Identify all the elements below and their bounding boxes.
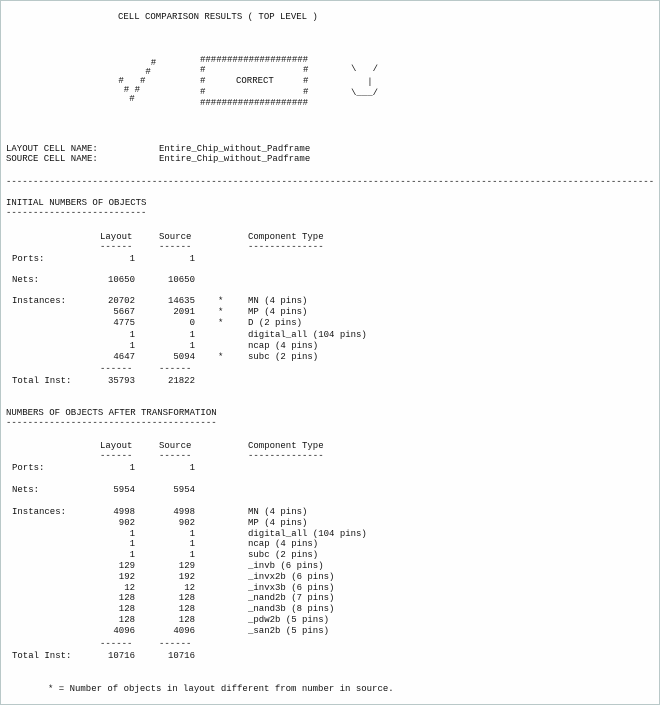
instance-layout-count: 4998 xyxy=(113,507,135,517)
component-type: digital_all (104 pins) xyxy=(248,329,367,340)
box-left-side: # xyxy=(200,87,206,97)
after-nets-layout: 5954 xyxy=(113,485,135,495)
after-col-source: Source xyxy=(159,441,192,451)
box-bottom-border: #################### xyxy=(200,98,309,108)
instance-source-count: 12 xyxy=(184,582,195,593)
box-top-border: #################### xyxy=(200,55,309,65)
component-type: D (2 pins) xyxy=(248,318,303,329)
after-ports-layout: 1 xyxy=(129,463,135,473)
after-col-layout: Layout xyxy=(100,441,133,451)
after-total-source-rule: ------ xyxy=(159,639,192,649)
instance-source-count: 129 xyxy=(178,561,195,571)
instance-layout-count: 128 xyxy=(118,615,135,625)
component-type: subc (2 pins) xyxy=(248,550,319,561)
after-title-underline: --------------------------------------- xyxy=(6,418,217,428)
instance-layout-count: 4647 xyxy=(113,352,135,362)
after-total-layout: 10716 xyxy=(107,651,135,661)
instance-source-count: 128 xyxy=(178,615,195,625)
instance-layout-count: 128 xyxy=(118,593,135,604)
initial-nets-source: 10650 xyxy=(167,275,195,285)
component-type: subc (2 pins) xyxy=(248,352,319,362)
initial-col-type: Component Type xyxy=(248,232,324,242)
component-type: _san2b (5 pins) xyxy=(248,625,330,636)
mismatch-flag: * xyxy=(218,352,224,362)
after-ports-source: 1 xyxy=(189,463,195,473)
instance-layout-count: 192 xyxy=(118,571,135,582)
instance-source-count: 5094 xyxy=(173,352,195,362)
initial-col-source: Source xyxy=(159,232,192,242)
component-type: MN (4 pins) xyxy=(248,296,308,306)
component-type: MP (4 pins) xyxy=(248,517,308,528)
component-type: MN (4 pins) xyxy=(248,507,308,517)
after-col-layout-rule: ------ xyxy=(100,451,133,461)
initial-ports-layout: 1 xyxy=(129,254,135,264)
layout-cell-value: Entire_Chip_without_Padframe xyxy=(159,144,311,154)
after-col-type: Component Type xyxy=(248,441,324,451)
legend-footnote: * = Number of objects in layout different from number in source. xyxy=(48,684,394,694)
box-right-side: # xyxy=(303,76,309,86)
check-art-line: # # xyxy=(113,85,141,95)
separator-line: ------------------------------------------------------------------------------------------------------------------------ xyxy=(6,177,655,187)
initial-total-label: Total Inst: xyxy=(12,376,72,386)
instance-layout-count: 1 xyxy=(129,550,135,561)
layout-cell-label: LAYOUT CELL NAME: xyxy=(6,144,98,154)
instance-layout-count: 902 xyxy=(118,517,135,528)
component-type: ncap (4 pins) xyxy=(248,539,319,550)
initial-ports-source: 1 xyxy=(189,254,195,264)
initial-ports-label: Ports: xyxy=(12,254,45,264)
instance-layout-count: 129 xyxy=(118,561,135,571)
initial-col-type-rule: -------------- xyxy=(248,242,324,252)
after-nets-label: Nets: xyxy=(12,485,40,495)
component-type: _invx3b (6 pins) xyxy=(248,582,335,593)
instance-source-count: 1 xyxy=(189,550,195,561)
initial-section-title: INITIAL NUMBERS OF OBJECTS xyxy=(6,198,147,208)
initial-nets-label: Nets: xyxy=(12,275,40,285)
check-art-line: # xyxy=(113,58,157,68)
instance-source-count: 4096 xyxy=(173,625,195,636)
after-total-label: Total Inst: xyxy=(12,651,72,661)
smiley-line: \___/ xyxy=(351,88,379,98)
instance-layout-count: 4096 xyxy=(113,625,135,636)
initial-total-layout-rule: ------ xyxy=(100,364,133,374)
instance-source-count: 0 xyxy=(189,318,195,329)
initial-total-source: 21822 xyxy=(167,376,195,386)
check-art-line: # xyxy=(113,94,135,104)
instance-source-count: 1 xyxy=(189,329,195,340)
component-type: ncap (4 pins) xyxy=(248,340,319,351)
box-right-side: # xyxy=(303,65,309,75)
component-type: _invx2b (6 pins) xyxy=(248,571,335,582)
after-ports-label: Ports: xyxy=(12,463,45,473)
box-right-side: # xyxy=(303,87,309,97)
component-type: _pdw2b (5 pins) xyxy=(248,615,330,625)
instance-layout-count: 20702 xyxy=(107,296,135,306)
initial-col-layout: Layout xyxy=(100,232,133,242)
instance-layout-count: 5667 xyxy=(113,307,135,318)
after-section-title: NUMBERS OF OBJECTS AFTER TRANSFORMATION xyxy=(6,408,217,418)
source-cell-value: Entire_Chip_without_Padframe xyxy=(159,154,311,164)
mismatch-flag: * xyxy=(218,318,224,329)
component-type: _invb (6 pins) xyxy=(248,561,324,571)
instance-source-count: 902 xyxy=(178,517,195,528)
instance-source-count: 1 xyxy=(189,528,195,539)
instance-source-count: 1 xyxy=(189,340,195,351)
after-instances-label: Instances: xyxy=(12,507,67,517)
instance-layout-count: 1 xyxy=(129,528,135,539)
instance-layout-count: 4775 xyxy=(113,318,135,329)
component-type: digital_all (104 pins) xyxy=(248,528,367,539)
instance-layout-count: 1 xyxy=(129,340,135,351)
instance-source-count: 4998 xyxy=(173,507,195,517)
after-total-source: 10716 xyxy=(167,651,195,661)
instance-layout-count: 12 xyxy=(124,582,135,593)
component-type: _nand3b (8 pins) xyxy=(248,604,335,615)
initial-title-underline: -------------------------- xyxy=(6,208,147,218)
initial-col-layout-rule: ------ xyxy=(100,242,133,252)
instance-source-count: 128 xyxy=(178,593,195,604)
initial-col-source-rule: ------ xyxy=(159,242,192,252)
mismatch-flag: * xyxy=(218,307,224,318)
instance-layout-count: 128 xyxy=(118,604,135,615)
instance-source-count: 192 xyxy=(178,571,195,582)
check-art-line: # # xyxy=(113,76,146,86)
smiley-line: | xyxy=(351,77,373,87)
initial-total-source-rule: ------ xyxy=(159,364,192,374)
box-left-side: # xyxy=(200,76,206,86)
instance-source-count: 14635 xyxy=(167,296,195,306)
component-type: _nand2b (7 pins) xyxy=(248,593,335,604)
check-art-line: # xyxy=(113,67,151,77)
initial-instances-label: Instances: xyxy=(12,296,67,306)
after-col-source-rule: ------ xyxy=(159,451,192,461)
instance-source-count: 2091 xyxy=(173,307,195,318)
instance-layout-count: 1 xyxy=(129,539,135,550)
box-left-side: # xyxy=(200,65,206,75)
instance-source-count: 128 xyxy=(178,604,195,615)
smiley-face-art xyxy=(351,64,379,110)
initial-nets-layout: 10650 xyxy=(107,275,135,285)
after-nets-source: 5954 xyxy=(173,485,195,495)
check-mark-art xyxy=(113,58,157,122)
mismatch-flag: * xyxy=(218,296,224,306)
after-total-layout-rule: ------ xyxy=(100,639,133,649)
smiley-line: \ / xyxy=(351,64,379,74)
report-title: CELL COMPARISON RESULTS ( TOP LEVEL ) xyxy=(118,12,318,22)
correct-status: CORRECT xyxy=(236,76,274,86)
initial-total-layout: 35793 xyxy=(107,376,135,386)
instance-source-count: 1 xyxy=(189,539,195,550)
after-col-type-rule: -------------- xyxy=(248,451,324,461)
source-cell-label: SOURCE CELL NAME: xyxy=(6,154,98,164)
instance-layout-count: 1 xyxy=(129,329,135,340)
component-type: MP (4 pins) xyxy=(248,307,308,318)
